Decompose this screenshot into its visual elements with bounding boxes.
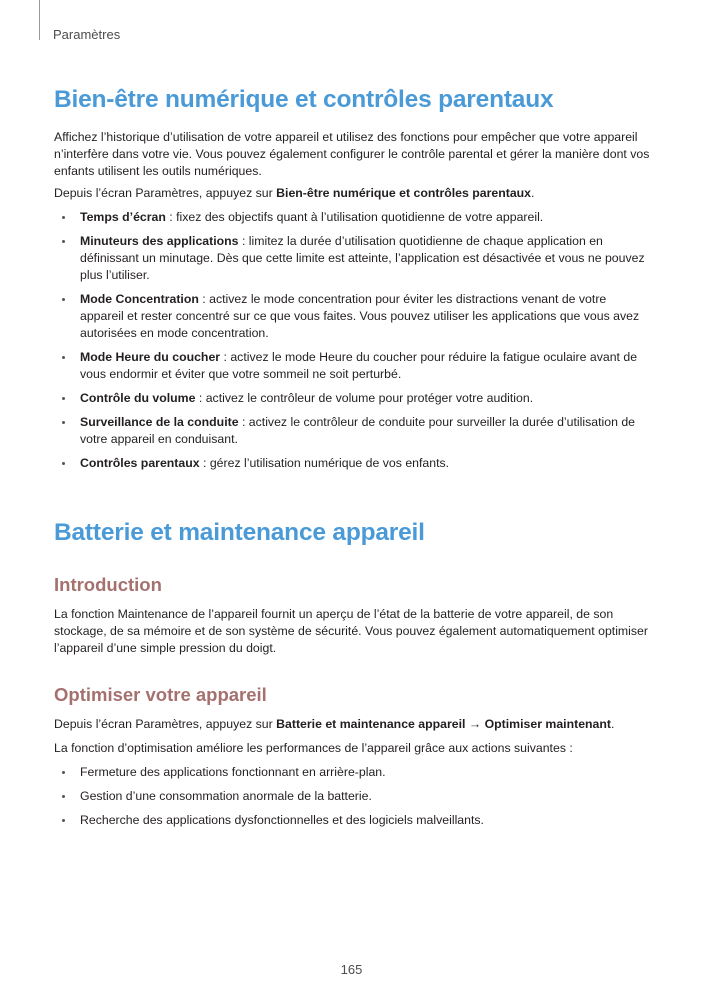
feature-term: Contrôle du volume bbox=[80, 391, 196, 405]
feature-term: Contrôles parentaux bbox=[80, 456, 200, 470]
feature-term: Surveillance de la conduite bbox=[80, 415, 239, 429]
path-target: Bien-être numérique et contrôles parentaux bbox=[276, 186, 532, 200]
section-title-battery-maintenance: Batterie et maintenance appareil bbox=[54, 519, 425, 546]
running-header: Paramètres bbox=[53, 27, 121, 42]
list-item bbox=[54, 291, 650, 342]
digital-wellbeing-path bbox=[54, 185, 650, 202]
list-item bbox=[54, 349, 650, 383]
feature-desc: : limitez la durée d’utilisation quotidienne de chaque application en définissant un minutage. Dès que cette limite est atteinte, l’application est désactivée et vous ne pouvez plus l’utiliser. bbox=[80, 234, 645, 282]
path-target: Batterie et maintenance appareil bbox=[276, 717, 466, 731]
list-item bbox=[54, 209, 650, 226]
list-item bbox=[54, 455, 650, 472]
feature-term: Minuteurs des applications bbox=[80, 234, 239, 248]
optimize-actions-list bbox=[54, 764, 650, 829]
feature-desc: : activez le contrôleur de conduite pour surveiller la durée d’utilisation de votre appareil en conduisant. bbox=[80, 415, 636, 446]
feature-desc: : activez le mode concentration pour éviter les distractions venant de votre appareil et rester concentré sur ce que vous faites. Vous pouvez utiliser les applications que vous avez autorisées en mode concentration. bbox=[80, 292, 640, 340]
optimize-text: La fonction d’optimisation améliore les performances de l’appareil grâce aux actions suivantes : bbox=[54, 741, 573, 755]
feature-desc: : activez le contrôleur de volume pour protéger votre audition. bbox=[195, 391, 534, 405]
list-item: Gestion d’une consommation anormale de la batterie. bbox=[54, 788, 650, 805]
feature-desc: : activez le mode Heure du coucher pour réduire la fatigue oculaire avant de vous endormir et éviter que votre sommeil ne soit perturbé. bbox=[80, 350, 638, 381]
arrow-icon: → bbox=[465, 717, 485, 731]
list-item bbox=[54, 414, 650, 448]
path-target: Optimiser maintenant bbox=[484, 717, 612, 731]
digital-wellbeing-feature-list bbox=[54, 209, 650, 472]
feature-desc: : fixez des objectifs quant à l’utilisation quotidienne de votre appareil. bbox=[165, 210, 544, 224]
path-prefix: Depuis l’écran Paramètres, appuyez sur bbox=[54, 717, 277, 731]
feature-desc: : gérez l’utilisation numérique de vos enfants. bbox=[199, 456, 450, 470]
feature-term: Mode Concentration bbox=[80, 292, 199, 306]
subsection-title-introduction: Introduction bbox=[54, 574, 162, 595]
page-content bbox=[54, 84, 650, 829]
list-item bbox=[54, 233, 650, 284]
introduction-text: La fonction Maintenance de l’appareil fournit un aperçu de l’état de la batterie de votre appareil, de son stockage, de sa mémoire et de son système de sécurité. Vous pouvez également automatiquement optimiser l’appareil d’une simple pression du doigt. bbox=[54, 607, 648, 655]
path-suffix: . bbox=[531, 186, 535, 200]
list-item: Fermeture des applications fonctionnant en arrière-plan. bbox=[54, 764, 650, 781]
list-item: Recherche des applications dysfonctionnelles et des logiciels malveillants. bbox=[54, 812, 650, 829]
page-number: 165 bbox=[340, 962, 363, 977]
feature-term: Temps d’écran bbox=[80, 210, 166, 224]
path-suffix: . bbox=[611, 717, 615, 731]
list-item bbox=[54, 390, 650, 407]
section-title-digital-wellbeing: Bien-être numérique et contrôles parentaux bbox=[54, 86, 554, 113]
margin-rule bbox=[39, 0, 40, 40]
feature-term: Mode Heure du coucher bbox=[80, 350, 221, 364]
path-prefix: Depuis l’écran Paramètres, appuyez sur bbox=[54, 186, 277, 200]
subsection-title-optimize: Optimiser votre appareil bbox=[54, 684, 267, 705]
digital-wellbeing-intro: Affichez l’historique d’utilisation de votre appareil et utilisez des fonctions pour empêcher que votre appareil n’interfère dans votre vie. Vous pouvez également configurer le contrôle parental et gérer la manière dont vos enfants utilisent les outils numériques. bbox=[54, 130, 650, 178]
optimize-path bbox=[54, 716, 650, 733]
